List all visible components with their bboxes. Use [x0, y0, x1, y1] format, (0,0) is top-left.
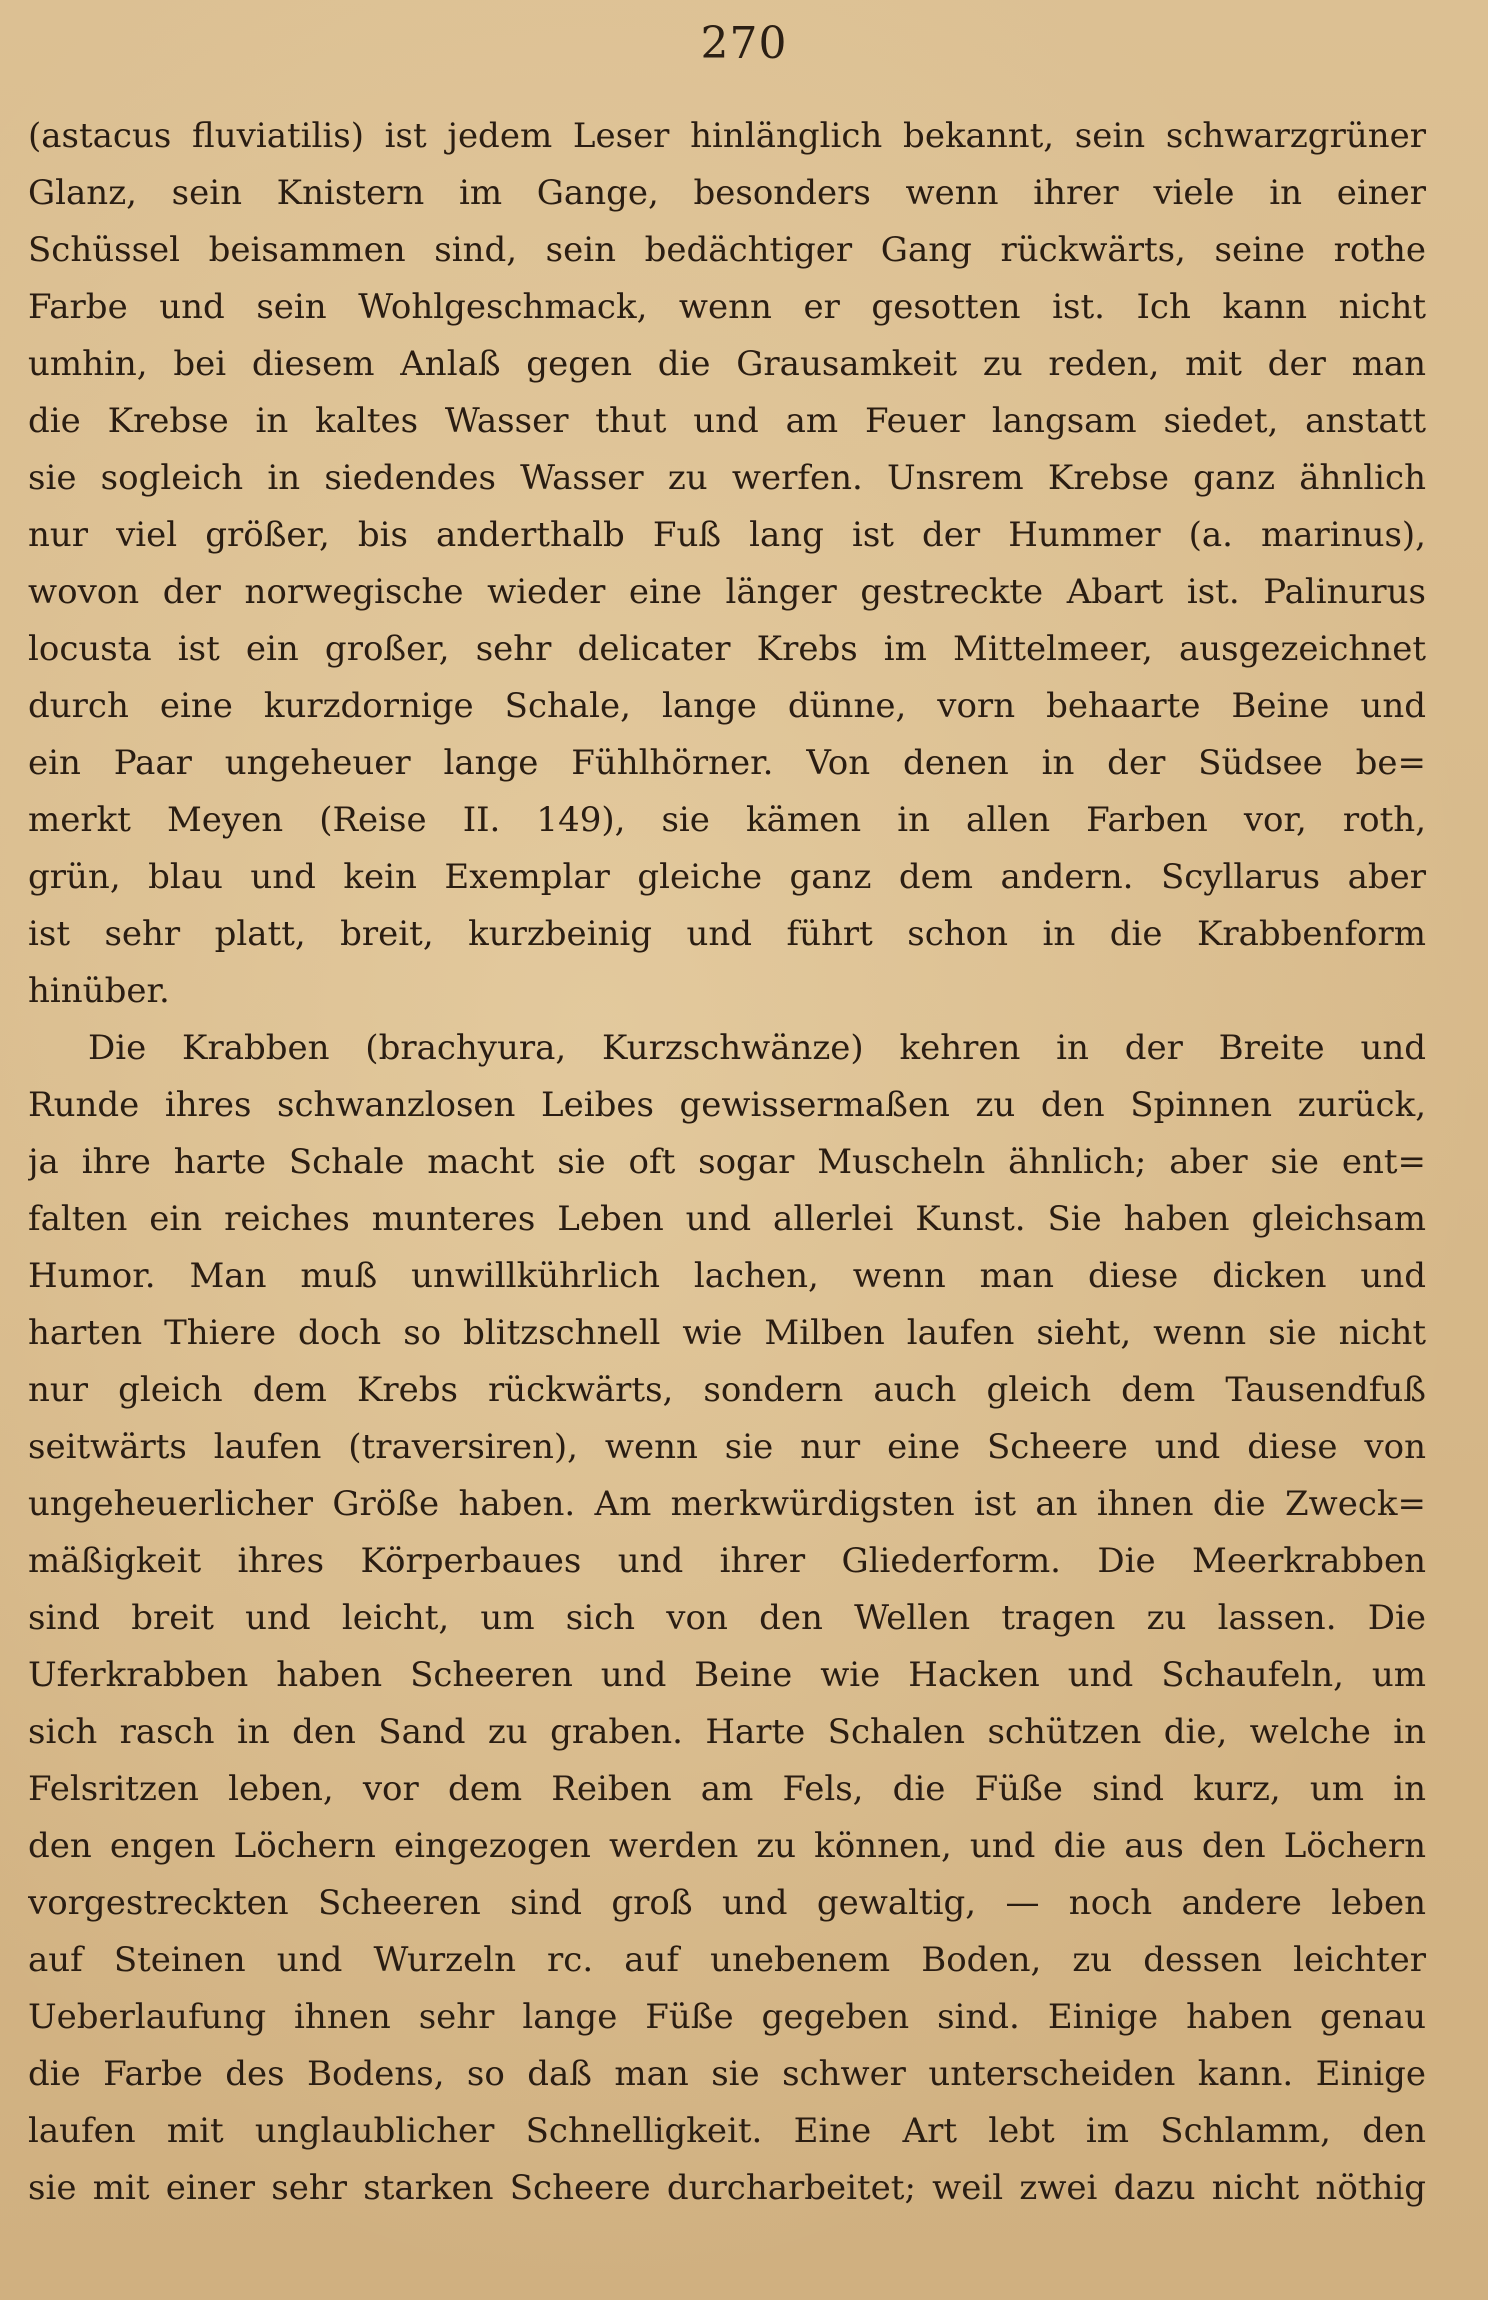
text-line: Felsritzen leben, vor dem Reiben am Fels, die Füße sind kurz, um in [28, 1769, 1426, 1809]
text-line: Farbe und sein Wohlgeschmack, wenn er gesotten ist. Ich kann nicht [28, 287, 1426, 327]
body-text [28, 108, 1426, 2217]
text-line: mäßigkeit ihres Körperbaues und ihrer Gliederform. Die Meerkrabben [28, 1541, 1426, 1581]
text-line: sich rasch in den Sand zu graben. Harte Schalen schützen die, welche in [28, 1712, 1426, 1752]
text-line: Runde ihres schwanzlosen Leibes gewissermaßen zu den Spinnen zurück, [28, 1085, 1426, 1125]
page-number: 270 [700, 18, 788, 69]
text-line: laufen mit unglaublicher Schnelligkeit. Eine Art lebt im Schlamm, den [28, 2111, 1426, 2151]
text-line: auf Steinen und Wurzeln rc. auf unebenem Boden, zu dessen leichter [28, 1940, 1426, 1980]
text-line: grün, blau und kein Exemplar gleiche ganz dem andern. Scyllarus aber [28, 857, 1426, 897]
text-line: falten ein reiches munteres Leben und allerlei Kunst. Sie haben gleichsam [28, 1199, 1426, 1239]
text-line: Ueberlaufung ihnen sehr lange Füße gegeben sind. Einige haben genau [28, 1997, 1426, 2037]
text-line: nur viel größer, bis anderthalb Fuß lang ist der Hummer (a. marinus), [28, 515, 1426, 555]
text-line: merkt Meyen (Reise II. 149), sie kämen in allen Farben vor, roth, [28, 800, 1426, 840]
text-line: Die Krabben (brachyura, Kurzschwänze) kehren in der Breite und [88, 1028, 1426, 1068]
text-line: sind breit und leicht, um sich von den Wellen tragen zu lassen. Die [28, 1598, 1426, 1638]
text-line: ja ihre harte Schale macht sie oft sogar Muscheln ähnlich; aber sie ent= [28, 1142, 1426, 1182]
text-line: sie sogleich in siedendes Wasser zu werfen. Unsrem Krebse ganz ähnlich [28, 458, 1426, 498]
text-line: Schüssel beisammen sind, sein bedächtiger Gang rückwärts, seine rothe [28, 230, 1426, 270]
text-line: ist sehr platt, breit, kurzbeinig und führt schon in die Krabbenform [28, 914, 1426, 954]
text-line: wovon der norwegische wieder eine länger gestreckte Abart ist. Palinurus [28, 572, 1426, 612]
text-line: Uferkrabben haben Scheeren und Beine wie Hacken und Schaufeln, um [28, 1655, 1426, 1695]
text-line: durch eine kurzdornige Schale, lange dünne, vorn behaarte Beine und [28, 686, 1426, 726]
text-line: Humor. Man muß unwillkührlich lachen, wenn man diese dicken und [28, 1256, 1426, 1296]
text-line: harten Thiere doch so blitzschnell wie Milben laufen sieht, wenn sie nicht [28, 1313, 1426, 1353]
text-line: nur gleich dem Krebs rückwärts, sondern auch gleich dem Tausendfuß [28, 1370, 1426, 1410]
text-line: ungeheuerlicher Größe haben. Am merkwürdigsten ist an ihnen die Zweck= [28, 1484, 1426, 1524]
text-line: die Farbe des Bodens, so daß man sie schwer unterscheiden kann. Einige [28, 2054, 1426, 2094]
text-line: vorgestreckten Scheeren sind groß und gewaltig, — noch andere leben [28, 1883, 1426, 1923]
text-line: umhin, bei diesem Anlaß gegen die Grausamkeit zu reden, mit der man [28, 344, 1426, 384]
text-line: Glanz, sein Knistern im Gange, besonders wenn ihrer viele in einer [28, 173, 1426, 213]
text-line: die Krebse in kaltes Wasser thut und am Feuer langsam siedet, anstatt [28, 401, 1426, 441]
text-line: hinüber. [28, 971, 170, 1011]
text-line: locusta ist ein großer, sehr delicater Krebs im Mittelmeer, ausgezeichnet [28, 629, 1426, 669]
text-line: sie mit einer sehr starken Scheere durcharbeitet; weil zwei dazu nicht nöthig [28, 2168, 1426, 2208]
text-line: (astacus fluviatilis) ist jedem Leser hinlänglich bekannt, sein schwarzgrüner [28, 116, 1426, 156]
text-line: den engen Löchern eingezogen werden zu können, und die aus den Löchern [28, 1826, 1426, 1866]
text-line: seitwärts laufen (traversiren), wenn sie nur eine Scheere und diese von [28, 1427, 1426, 1467]
text-line: ein Paar ungeheuer lange Fühlhörner. Von denen in der Südsee be= [28, 743, 1426, 783]
